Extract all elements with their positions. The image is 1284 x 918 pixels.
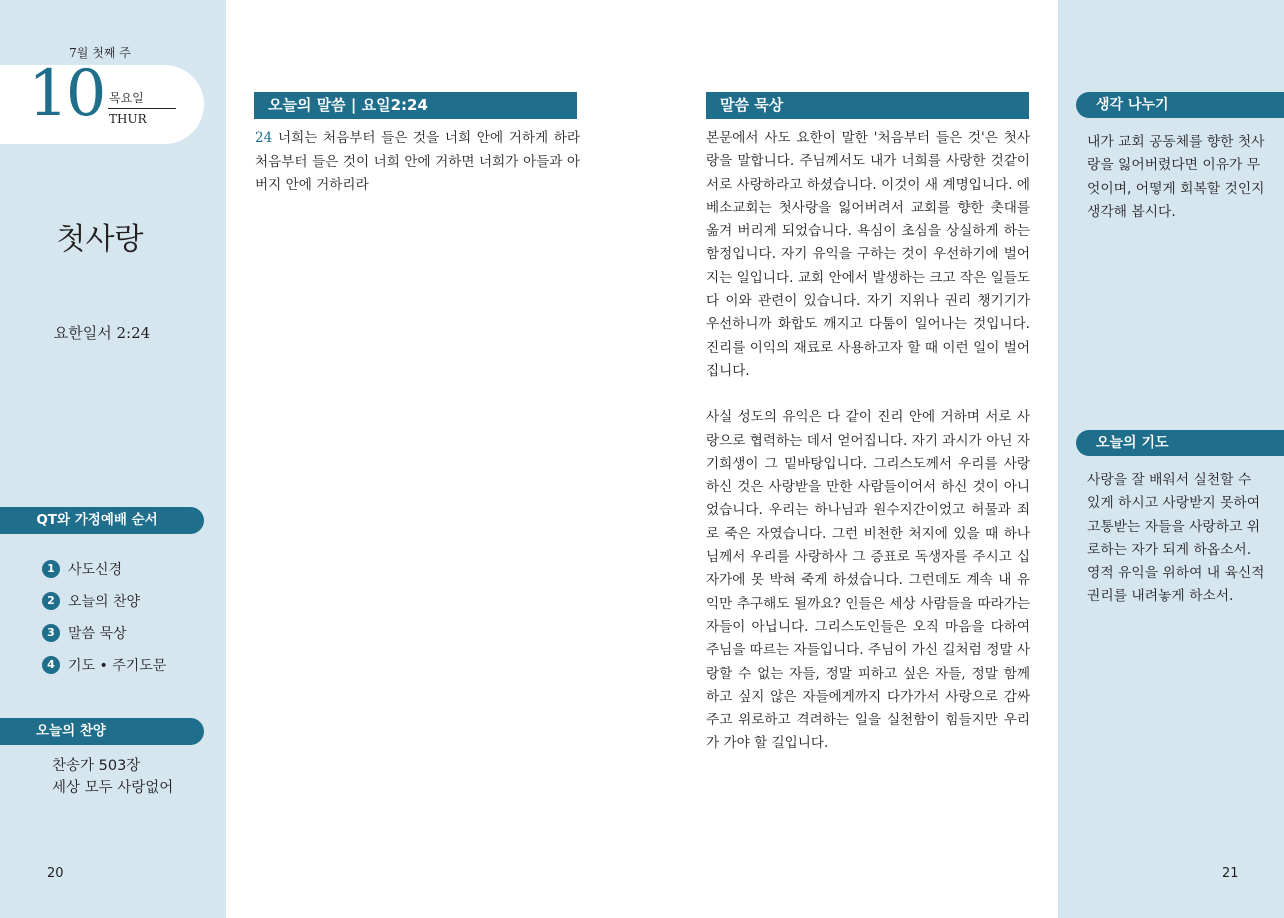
order-list xyxy=(42,553,166,681)
prayer-header: 오늘의 기도 xyxy=(1076,430,1284,456)
number-badge: 4 xyxy=(42,656,60,674)
weekday-korean: 목요일 xyxy=(109,91,144,105)
number-badge: 2 xyxy=(42,592,60,610)
share-text: 내가 교회 공동체를 향한 첫사랑을 잃어버렸다면 이유가 무엇이며, 어떻게 회복할 것인지 생각해 봅시다. xyxy=(1087,134,1265,220)
hymn-number: 찬송가 503장 xyxy=(52,758,141,774)
order-item-label: 오늘의 찬양 xyxy=(68,594,141,610)
number-badge: 1 xyxy=(42,560,60,578)
hymn-header: 오늘의 찬양 xyxy=(0,718,204,745)
page-number-right: 21 xyxy=(1222,866,1239,881)
scripture-reference: 요한일서 2:24 xyxy=(53,324,151,342)
order-item xyxy=(42,585,166,617)
week-label: 7월 첫째 주 xyxy=(69,46,131,60)
hymn-title: 세상 모두 사랑없어 xyxy=(52,780,174,796)
order-item xyxy=(42,553,166,585)
order-item xyxy=(42,649,166,681)
hymn-info xyxy=(52,755,173,799)
order-item xyxy=(42,617,166,649)
prayer-text: 사랑을 잘 배워서 실천할 수 있게 하시고 사랑받지 못하여 고통받는 자들을 사랑하고 위로하는 자가 되게 하옵소서. 영적 유익을 위하여 내 육신적 권리를 내려놓게 하소서. xyxy=(1087,472,1265,605)
verse-text xyxy=(255,127,580,198)
share-header: 생각 나누기 xyxy=(1076,92,1284,118)
meditation-body xyxy=(706,127,1030,779)
weekday-divider xyxy=(108,108,176,109)
order-header: QT와 가정예배 순서 xyxy=(0,507,204,534)
number-badge: 3 xyxy=(42,624,60,642)
order-item-label: 말씀 묵상 xyxy=(68,626,127,642)
meditation-paragraph: 본문에서 사도 요한이 말한 '처음부터 들은 것'은 첫사랑을 말합니다. 주님께서도 내가 너희를 사랑한 것같이 서로 사랑하라고 하셨습니다. 이것이 새 계명입니다. 에베소교회는 첫사랑을 잃어버려서 교회를 향한 촛대를 옮겨 버리게 되었습니다. 욕심이 초심을 상실하게 하는 함정입니다. 자기 유익을 구하는 것이 우선하기에 벌어지는 일입니다. 교회 안에서 발생하는 크고 작은 일들도 다 이와 관련이 있습니다. 자기 지위나 권리 챙기기가 우선하니까 화합도 깨지고 다툼이 일어나는 것입니다. 진리를 이익의 재료로 사용하고자 할 때 이런 일이 벌어집니다. xyxy=(706,130,1030,379)
word-header: 오늘의 말씀 | 요일2:24 xyxy=(254,92,577,119)
day-number: 10 xyxy=(28,57,104,131)
verse-number: 24 xyxy=(255,130,273,146)
meditation-header: 말씀 묵상 xyxy=(706,92,1029,119)
meditation-paragraph: 사실 성도의 유익은 다 같이 진리 안에 거하며 서로 사랑으로 협력하는 데서 얻어집니다. 자기 과시가 아닌 자기희생이 그 밑바탕입니다. 그리스도께서 우리를 사랑하신 것은 사랑받을 만한 사람들이어서 하신 것이 아니었습니다. 우리는 하나님과 원수지간이었고 허물과 죄로 죽은 자였습니다. 그런 비천한 처지에 있을 때 하나님께서 우리를 사랑하사 그 증표로 독생자를 주시고 십자가에 못 박혀 죽게 하셨습니다. 그런데도 계속 내 유익만 추구해도 될까요? 인들은 세상 사람들을 따라가는 자들이 아닙니다. 그리스도인들은 오직 마음을 다하여 주님을 따르는 자들입니다. 주님이 가신 길처럼 정말 사랑할 수 없는 자들, 정말 피하고 싶은 자들, 정말 함께 하고 싶지 않은 자들에게까지 다가가서 사랑으로 감싸주고 위로하고 격려하는 일을 실천함이 힘들지만 우리가 가야 할 길입니다. xyxy=(706,409,1030,752)
order-item-label: 사도신경 xyxy=(68,562,123,578)
weekday-english: THUR xyxy=(109,112,147,126)
devotion-title: 첫사랑 xyxy=(56,222,144,257)
verse-body: 너희는 처음부터 들은 것을 너희 안에 거하게 하라 처음부터 들은 것이 너희 안에 거하면 너희가 아들과 아버지 안에 거하리라 xyxy=(255,130,580,193)
page-number-left: 20 xyxy=(47,866,64,881)
order-item-label: 기도 • 주기도문 xyxy=(68,658,167,674)
